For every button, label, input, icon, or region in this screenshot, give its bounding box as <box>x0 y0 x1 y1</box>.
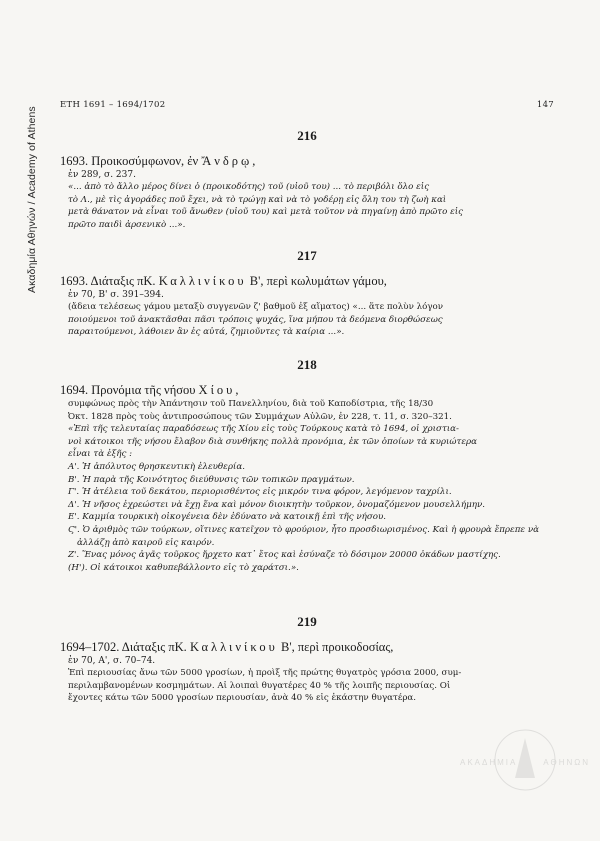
entry-number: 217 <box>297 248 317 263</box>
entry-number: 216 <box>297 128 317 143</box>
entry-216 <box>60 128 554 231</box>
entry-quote: «Ἐπὶ τῆς τελευταίας παραδόσεως τῆς Χίου εἰς τοὺς Τούρκους κατὰ τὸ 1694, οἱ χριστια- νοὶ κάτοικοι τῆς νήσου ἔλαβον διὰ συνθήκης πολλὰ προνόμια, ἐκ τῶν ὁποίων τὰ κυριώτερα εἶναι τὰ ἑξῆς : <box>68 424 477 460</box>
entry-reference: ἐν 289, σ. 237. <box>68 170 136 180</box>
entry-reference: ἐν 70, Α', σ. 70–74. <box>68 656 156 666</box>
entry-quote: (ἄδεια τελέσεως γάμου μεταξὺ συγγενῶν ζ' βαθμοῦ ἐξ αἵματος) «... ἅτε πολὺν λόγον ποιούμενοι τοῦ ἀνακτᾶσθαι πᾶσι τρόποις ψυχάς, ἵνα μήπου τὰ δεόμενα διορθώσεως παραιτούμενοι, λάθοιεν ἂν ἐς αὐτά, ζημιοῦντες τὰ καίρια ...». <box>68 302 444 338</box>
list-item: Ζ'. Ἕνας μόνος ἀγᾶς τοῦρκος ἤρχετο κατ᾽ ἔτος καὶ ἐσύναζε τὸ δόσιμον 20000 ὀκάδων μαστίχης. <box>68 550 501 561</box>
entry-heading: 1693. Προικοσύμφωνον, ἐν Ἄνδρῳ, <box>60 154 259 168</box>
entry-number: 219 <box>297 614 317 629</box>
entry-heading: 1694–1702. Διάταξις πΚ. Καλλινίκου Β', περὶ προικοδοσίας, <box>60 640 394 654</box>
archive-side-mark: Ακαδημία Αθηνών / Academy of Athens <box>26 106 38 294</box>
list-item: Γ'. Ἡ ἀτέλεια τοῦ δεκάτου, περιορισθέντος εἰς μικρόν τινα φόρον, λεγόμενον ταχρίλι. <box>68 487 452 498</box>
list-item: Α'. Ἡ ἀπόλυτος θρησκευτικὴ ἐλευθερία. <box>68 461 245 472</box>
entry-heading: 1694. Προνόμια τῆς νήσου Χίου, <box>60 383 242 397</box>
page-number: 147 <box>536 100 554 110</box>
academy-watermark: ΑΚΑΔΗΜΙΑ ΑΘΗΝΩΝ <box>460 720 590 800</box>
entry-number: 218 <box>297 357 317 372</box>
entry-heading: 1693. Διάταξις πΚ. Καλλινίκου Β', περὶ κωλυμάτων γάμου, <box>60 274 387 288</box>
privileges-list <box>68 461 554 574</box>
list-item: (Η'). Οἱ κάτοικοι καθυπεβάλλοντο εἰς τὸ χαράτσι.». <box>68 562 299 573</box>
entry-quote: «... ἀπὸ τὸ ἄλλο μέρος δίνει ὁ (προικοδότης) τοῦ (υἱοῦ του) ... τὸ περιβόλι ὅλο εἰς τὸ Λ., μὲ τὶς ἀγοράδες ποῦ ἔχει, νὰ τὸ τρώγῃ καὶ νὰ τὸ γοδέρῃ εἰς ὅλη του τὴ ζωὴ καὶ μετὰ θάνατον νὰ εἶναι τοῦ ἄνωθεν (υἱοῦ του) καὶ μετὰ τοῦτον νὰ πηγαίνῃ ἀπὸ πρῶτο εἰς πρῶτο παιδὶ ἀρσενικὸ ...». <box>68 182 464 230</box>
entry-text: Ἐπὶ περιουσίας ἄνω τῶν 5000 γροσίων, ἡ προὶξ τῆς πρώτης θυγατρὸς γρόσια 2000, συμ- περιλαμβανομένων κοσμημάτων. Αἱ λοιπαὶ θυγατέρες 40 % τῆς λοιπῆς περιουσίας. Οἱ ἔχοντες κάτω τῶν 5000 γροσίων περιουσίαν, ἀνὰ 40 % εἰς ἑκάστην θυγατέρα. <box>68 668 462 704</box>
list-item: Ε'. Καμμία τουρκικὴ οἰκογένεια δὲν ἐδύνατο νὰ κατοικῇ ἐπὶ τῆς νήσου. <box>68 512 387 523</box>
list-item: Δ'. Ἡ νῆσος ἐχρεώστει νὰ ἔχῃ ἕνα καὶ μόνον διοικητὴν τοῦρκον, ὀνομαζόμενον μουσελλήμην. <box>68 499 486 510</box>
list-item: Β'. Ἡ παρὰ τῆς Κοινότητος διεύθυνσις τῶν τοπικῶν πραγμάτων. <box>68 474 355 485</box>
entry-reference: ἐν 70, Β' σ. 391–394. <box>68 290 164 300</box>
entry-reference: συμφώνως πρὸς τὴν Ἀπάντησιν τοῦ Πανελληνίου, διὰ τοῦ Καποδίστρια, τῆς 18/30 Ὀκτ. 1828 πρὸς τοὺς ἀντιπροσώπους τῶν Συμμάχων Αὐλῶν, ἐν 228, τ. 11, σ. 320–321. <box>68 399 452 422</box>
list-item: Ϛ'. Ὁ ἀριθμὸς τῶν τούρκων, οἵτινες κατεῖχον τὸ φρούριον, ἦτο προσδιωρισμένος. Καὶ ἡ φρουρὰ ἔπρεπε νὰ ἀλλάζῃ ἀπὸ καιροῦ εἰς καιρόν. <box>68 524 539 548</box>
entry-217 <box>60 248 554 339</box>
entry-219 <box>60 614 554 705</box>
running-head-title: ΕΤΗ 1691 – 1694/1702 <box>60 100 166 110</box>
entry-218 <box>60 357 554 574</box>
running-head <box>60 100 554 114</box>
